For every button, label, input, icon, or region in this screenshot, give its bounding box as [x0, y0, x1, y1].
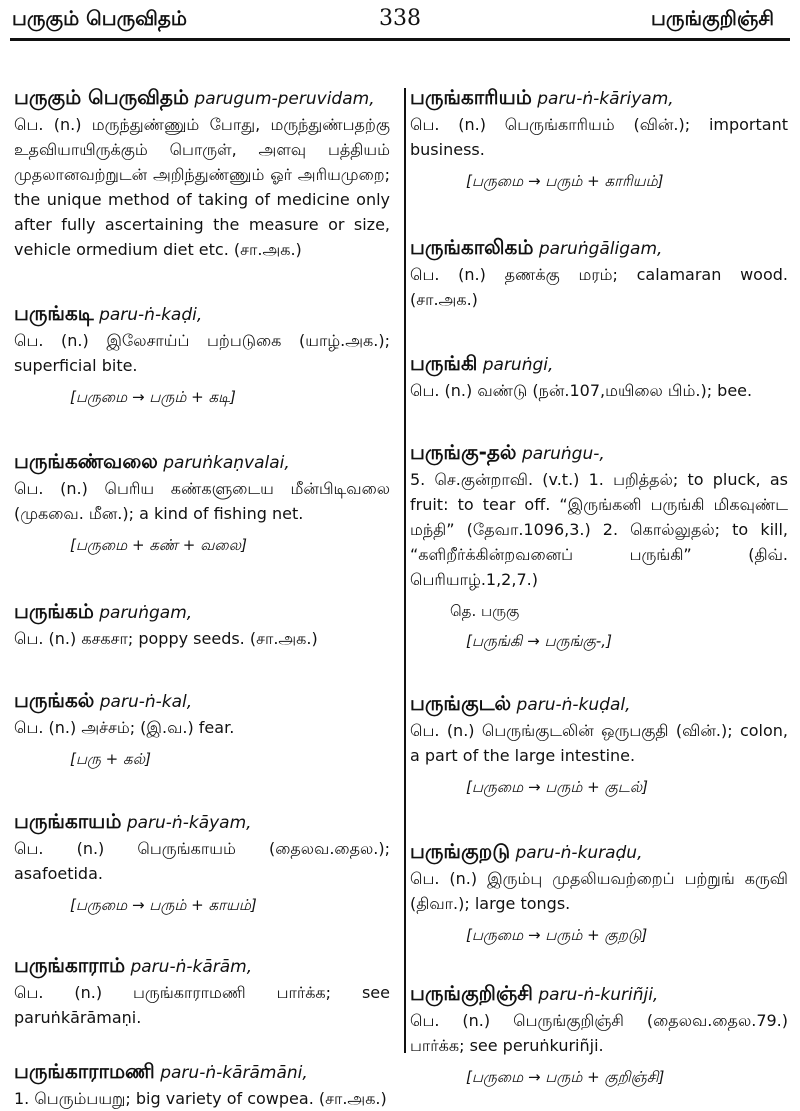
definition: பெ. (n.) பெருங்காரியம் (வின்.); important business.	[410, 115, 788, 159]
transliteration: paru-ṅ-kuriñji,	[538, 985, 659, 1005]
entry	[14, 1058, 390, 1111]
headword: பருங்கம்	[14, 599, 94, 623]
definition: பெ. (n.) பெருங்காயம் (தைலவ.தைல.); asafoetida.	[14, 839, 390, 883]
transliteration: paruṅgam,	[99, 603, 193, 623]
definition: பெ. (n.) மருந்துண்ணும் போது, மருந்துண்பதற்கு உதவியாயிருக்கும் பொருள், அளவு பத்தியம் முதலானவற்றுடன் அறிந்துண்ணும் ஓர் அரியமுறை; the unique method of taking of medicine only after fully ascertaining the measure or size, vehicle ormedium diet etc. (சா.அக.)	[14, 115, 390, 259]
cognate: தெ. பருகு	[450, 602, 520, 620]
entry	[14, 300, 390, 408]
left-column	[14, 84, 390, 1111]
header-rule	[10, 38, 790, 41]
etymology: [பருமை → பரும் + கடி]	[70, 388, 236, 406]
entry	[410, 980, 788, 1088]
entry	[14, 687, 390, 770]
headword: பருகும் பெருவிதம்	[14, 85, 189, 109]
headword: பருங்காயம்	[14, 809, 122, 833]
transliteration: paruṅkaṇvalai,	[163, 453, 290, 473]
headword: பருங்கல்	[14, 688, 95, 712]
entry	[14, 448, 390, 556]
right-column	[410, 84, 788, 1088]
transliteration: paru-ṅ-kal,	[99, 692, 193, 712]
transliteration: paru-ṅ-kuḍal,	[516, 695, 631, 715]
headword: பருங்காராமணி	[14, 1059, 155, 1083]
running-head-left: பருகும் பெருவிதம்	[12, 6, 187, 30]
headword: பருங்குறிஞ்சி	[410, 981, 533, 1005]
headword: பருங்காரியம்	[410, 85, 532, 109]
transliteration: paru-ṅ-kuraḍu,	[515, 843, 643, 863]
definition: பெ. (n.) இரும்பு முதலியவற்றைப் பற்றுங் கருவி (திவா.); large tongs.	[410, 869, 788, 913]
column-divider	[404, 88, 406, 1053]
transliteration: parugum-peruvidam,	[194, 89, 375, 109]
headword: பருங்கண்வலை	[14, 449, 158, 473]
definition: பெ. (n.) கசகசா; poppy seeds. (சா.அக.)	[14, 629, 318, 648]
definition: 5. செ.குன்றாவி. (v.t.) 1. பறித்தல்; to pluck, as fruit: to tear off. “இருங்கனி பருங்கி மிகவுண்ட மந்தி” (தேவா.1096,3.) 2. கொல்லுதல்; to kill, “களிறீர்க்கின்றவனைப் பருங்கி” (திவ். பெரியாழ்.1,2,7.)	[410, 470, 788, 589]
definition: பெ. (n.) வண்டு (நன்.107,மயிலை பிம்.); bee.	[410, 381, 753, 400]
etymology: [பருமை → பரும் + குடல்]	[466, 778, 649, 796]
running-head-right: பருங்குறிஞ்சி	[651, 6, 774, 30]
definition: பெ. (n.) பெருங்குறிஞ்சி (தைலவ.தைல.79.) பார்க்க; see peruṅkuriñji.	[410, 1011, 788, 1055]
transliteration: paruṅgāligam,	[538, 239, 663, 259]
etymology: [பருமை → பரும் + காயம்]	[70, 896, 257, 914]
definition: பெ. (n.) பெரிய கண்களுடைய மீன்பிடிவலை (முகவை. மீன.); a kind of fishing net.	[14, 479, 390, 523]
definition: பெ. (n.) பருங்காராமணி பார்க்க; see paruṅkārāmaṇi.	[14, 983, 390, 1027]
etymology: [பருமை + கண் + வலை]	[70, 536, 247, 554]
entry	[14, 598, 390, 651]
etymology: [பருங்கி → பருங்கு-,]	[466, 632, 612, 650]
entry	[410, 439, 788, 652]
etymology: [பருமை → பரும் + குறடு]	[466, 926, 648, 944]
headword: பருங்கடி	[14, 301, 94, 325]
definition: பெ. (n.) தணக்கு மரம்; calamaran wood. (சா.அக.)	[410, 265, 788, 309]
entry	[14, 808, 390, 916]
definition: 1. பெரும்பயறு; big variety of cowpea. (சா.அக.)	[14, 1089, 387, 1108]
definition: பெ. (n.) பெருங்குடலின் ஒருபகுதி (வின்.); colon, a part of the large intestine.	[410, 721, 788, 765]
transliteration: paru-ṅ-kāyam,	[126, 813, 252, 833]
headword: பருங்குறடு	[410, 839, 511, 863]
transliteration: paruṅgu-,	[521, 444, 605, 464]
transliteration: paruṅgi,	[482, 355, 554, 375]
transliteration: paru-ṅ-kārām,	[130, 957, 253, 977]
etymology: [பருமை → பரும் + காரியம்]	[466, 172, 664, 190]
headword: பருங்கு-தல்	[410, 440, 517, 464]
page-number: 338	[379, 6, 421, 31]
etymology: [பருமை → பரும் + குறிஞ்சி]	[466, 1068, 665, 1086]
definition: பெ. (n.) இலேசாய்ப் பற்படுகை (யாழ்.அக.); superficial bite.	[14, 331, 390, 375]
transliteration: paru-ṅ-kaḍi,	[99, 305, 203, 325]
entry	[410, 690, 788, 798]
etymology: [பரு + கல்]	[70, 750, 151, 768]
headword: பருங்காராம்	[14, 953, 126, 977]
headword: பருங்காலிகம்	[410, 235, 534, 259]
headword: பருங்குடல்	[410, 691, 512, 715]
entry	[410, 234, 788, 312]
transliteration: paru-ṅ-kāriyam,	[537, 89, 674, 109]
entry	[410, 350, 788, 403]
entry	[14, 84, 390, 262]
entry	[410, 84, 788, 192]
entry	[14, 952, 390, 1030]
definition: பெ. (n.) அச்சம்; (இ.வ.) fear.	[14, 718, 235, 737]
headword: பருங்கி	[410, 351, 478, 375]
entry	[410, 838, 788, 946]
transliteration: paru-ṅ-kārāmāni,	[160, 1063, 308, 1083]
